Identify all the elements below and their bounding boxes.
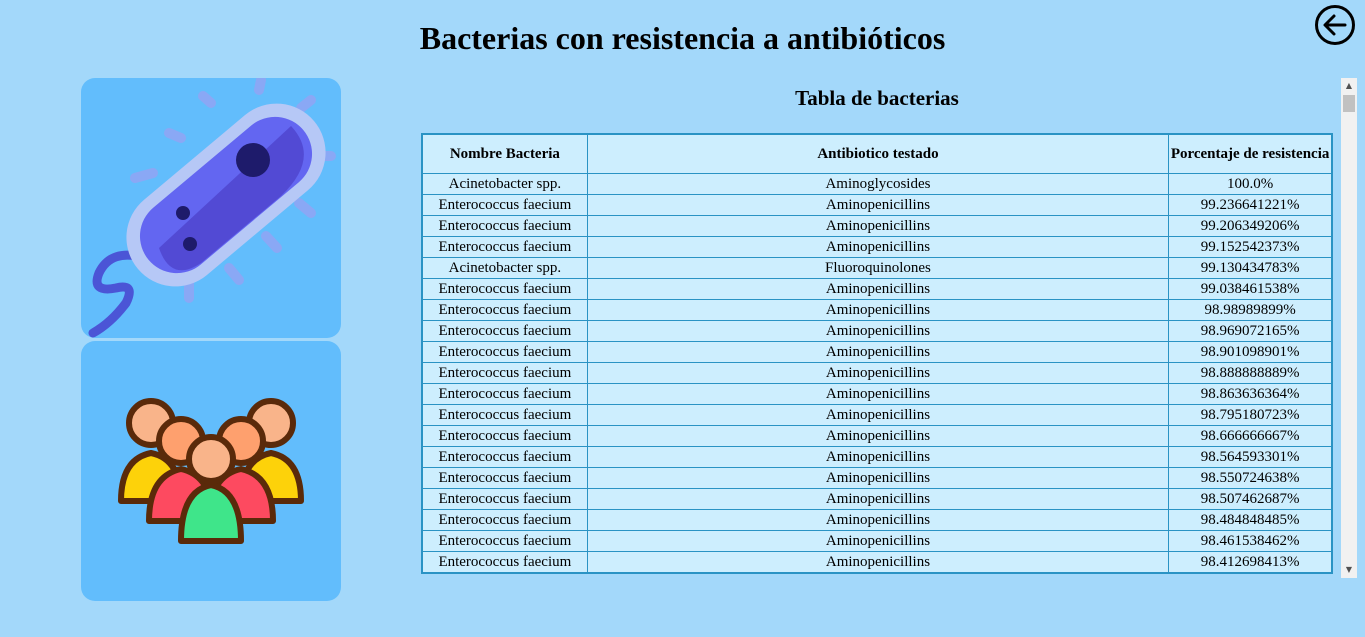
cell-antibiotic: Aminopenicillins xyxy=(587,321,1168,342)
cell-antibiotic: Aminopenicillins xyxy=(587,237,1168,258)
bacteria-table xyxy=(421,133,1333,574)
cell-resistance: 98.863636364% xyxy=(1169,384,1332,405)
table-row xyxy=(422,342,1332,363)
cell-antibiotic: Aminopenicillins xyxy=(587,342,1168,363)
page-title: Bacterias con resistencia a antibióticos xyxy=(419,20,946,56)
column-header-resistance: Porcentaje de resistencia xyxy=(1169,134,1332,174)
cell-resistance: 98.484848485% xyxy=(1169,510,1332,531)
table-header-row xyxy=(422,134,1332,174)
scroll-thumb[interactable] xyxy=(1343,95,1355,112)
cell-antibiotic: Aminopenicillins xyxy=(587,447,1168,468)
cell-antibiotic: Aminopenicillins xyxy=(587,531,1168,552)
table-row xyxy=(422,279,1332,300)
cell-resistance: 98.507462687% xyxy=(1169,489,1332,510)
table-row xyxy=(422,237,1332,258)
cell-bacteria-name: Enterococcus faecium xyxy=(422,510,587,531)
cell-antibiotic: Aminopenicillins xyxy=(587,384,1168,405)
cell-resistance: 98.888888889% xyxy=(1169,363,1332,384)
table-row xyxy=(422,258,1332,279)
cell-resistance: 99.130434783% xyxy=(1169,258,1332,279)
cell-bacteria-name: Enterococcus faecium xyxy=(422,531,587,552)
vertical-scrollbar[interactable] xyxy=(1341,78,1357,578)
table-row xyxy=(422,531,1332,552)
cell-bacteria-name: Enterococcus faecium xyxy=(422,363,587,384)
cell-bacteria-name: Enterococcus faecium xyxy=(422,237,587,258)
people-group-icon xyxy=(81,341,341,601)
cell-resistance: 98.901098901% xyxy=(1169,342,1332,363)
cell-antibiotic: Aminopenicillins xyxy=(587,552,1168,574)
table-row xyxy=(422,363,1332,384)
bacteria-card[interactable] xyxy=(81,78,341,338)
cell-resistance: 99.038461538% xyxy=(1169,279,1332,300)
cell-resistance: 99.236641221% xyxy=(1169,195,1332,216)
column-header-antibiotic: Antibiotico testado xyxy=(587,134,1168,174)
cell-bacteria-name: Enterococcus faecium xyxy=(422,489,587,510)
cell-bacteria-name: Enterococcus faecium xyxy=(422,447,587,468)
table-row xyxy=(422,300,1332,321)
cell-bacteria-name: Enterococcus faecium xyxy=(422,195,587,216)
table-panel[interactable] xyxy=(407,78,1357,578)
cell-bacteria-name: Enterococcus faecium xyxy=(422,405,587,426)
column-header-bacteria: Nombre Bacteria xyxy=(422,134,587,174)
cell-antibiotic: Aminopenicillins xyxy=(587,510,1168,531)
table-row xyxy=(422,426,1332,447)
cell-antibiotic: Aminopenicillins xyxy=(587,468,1168,489)
cell-bacteria-name: Enterococcus faecium xyxy=(422,300,587,321)
table-row xyxy=(422,216,1332,237)
cell-resistance: 98.564593301% xyxy=(1169,447,1332,468)
cell-bacteria-name: Enterococcus faecium xyxy=(422,384,587,405)
cell-antibiotic: Aminopenicillins xyxy=(587,363,1168,384)
cell-antibiotic: Aminopenicillins xyxy=(587,195,1168,216)
cell-bacteria-name: Enterococcus faecium xyxy=(422,426,587,447)
cell-bacteria-name: Acinetobacter spp. xyxy=(422,174,587,195)
cell-bacteria-name: Enterococcus faecium xyxy=(422,279,587,300)
cell-antibiotic: Aminopenicillins xyxy=(587,426,1168,447)
bacteria-icon xyxy=(81,78,341,338)
back-button[interactable] xyxy=(1314,4,1356,46)
cell-antibiotic: Aminopenicillins xyxy=(587,216,1168,237)
cell-bacteria-name: Enterococcus faecium xyxy=(422,552,587,574)
cell-bacteria-name: Acinetobacter spp. xyxy=(422,258,587,279)
cell-resistance: 98.461538462% xyxy=(1169,531,1332,552)
cell-antibiotic: Aminopenicillins xyxy=(587,300,1168,321)
table-row xyxy=(422,468,1332,489)
table-row xyxy=(422,510,1332,531)
arrow-left-circle-icon xyxy=(1314,4,1356,46)
table-row xyxy=(422,195,1332,216)
table-row xyxy=(422,321,1332,342)
table-title: Tabla de bacterias xyxy=(795,86,959,110)
cell-antibiotic: Aminoglycosides xyxy=(587,174,1168,195)
cell-antibiotic: Aminopenicillins xyxy=(587,279,1168,300)
cell-resistance: 99.206349206% xyxy=(1169,216,1332,237)
table-row xyxy=(422,552,1332,574)
cell-resistance: 100.0% xyxy=(1169,174,1332,195)
cell-bacteria-name: Enterococcus faecium xyxy=(422,216,587,237)
cell-resistance: 98.412698413% xyxy=(1169,552,1332,574)
table-row xyxy=(422,174,1332,195)
cell-antibiotic: Aminopenicillins xyxy=(587,489,1168,510)
cell-resistance: 98.98989899% xyxy=(1169,300,1332,321)
table-row xyxy=(422,384,1332,405)
table-row xyxy=(422,489,1332,510)
cell-antibiotic: Fluoroquinolones xyxy=(587,258,1168,279)
cell-antibiotic: Aminopenicillins xyxy=(587,405,1168,426)
cell-bacteria-name: Enterococcus faecium xyxy=(422,342,587,363)
scroll-down-arrow[interactable]: ▼ xyxy=(1345,565,1353,574)
people-card[interactable] xyxy=(81,341,341,601)
cell-bacteria-name: Enterococcus faecium xyxy=(422,321,587,342)
scroll-up-arrow[interactable]: ▲ xyxy=(1345,81,1353,90)
table-row xyxy=(422,447,1332,468)
cell-resistance: 98.550724638% xyxy=(1169,468,1332,489)
table-row xyxy=(422,405,1332,426)
cell-resistance: 98.969072165% xyxy=(1169,321,1332,342)
cell-resistance: 98.795180723% xyxy=(1169,405,1332,426)
cell-resistance: 99.152542373% xyxy=(1169,237,1332,258)
cell-resistance: 98.666666667% xyxy=(1169,426,1332,447)
cell-bacteria-name: Enterococcus faecium xyxy=(422,468,587,489)
